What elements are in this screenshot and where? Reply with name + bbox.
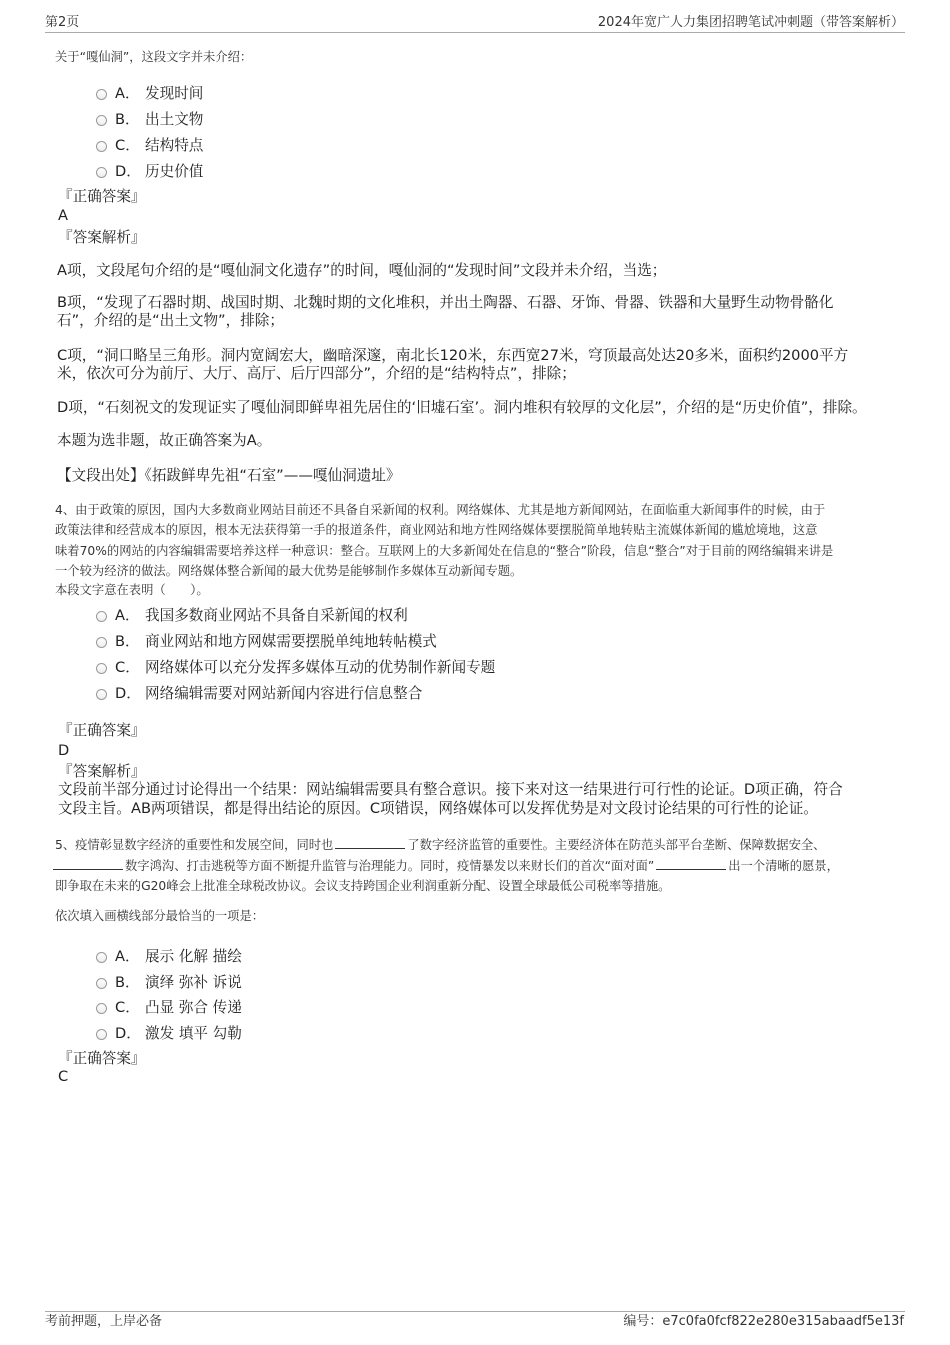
- q4-answer-label: 『正确答案』: [58, 722, 146, 739]
- option-text: 展示 化解 描绘: [145, 948, 242, 965]
- q4-analysis-label: 『答案解析』: [58, 763, 146, 780]
- option-c[interactable]: [96, 134, 203, 155]
- radio-icon[interactable]: [96, 89, 107, 100]
- radio-icon[interactable]: [96, 689, 107, 700]
- option-letter: D．: [115, 163, 141, 180]
- q5-answer-label: 『正确答案』: [58, 1050, 146, 1067]
- q3-analysis-line: B项，“发现了石器时期、战国时期、北魏时期的文化堆积，并出土陶器、石器、牙饰、骨器、铁器和大量野生动物骨骼化: [57, 294, 834, 311]
- option-text: 网络编辑需要对网站新闻内容进行信息整合: [145, 685, 423, 702]
- fill-blank: [656, 859, 726, 870]
- footer-slogan: 考前押题，上岸必备: [45, 1314, 163, 1329]
- radio-icon[interactable]: [96, 978, 107, 989]
- q4-answer: D: [58, 742, 70, 759]
- q5-question: 依次填入画横线部分最恰当的一项是：: [55, 909, 265, 923]
- radio-icon[interactable]: [96, 141, 107, 152]
- option-letter: C．: [115, 659, 140, 676]
- option-b[interactable]: [96, 108, 203, 129]
- q5-text: 5、疫情彰显数字经济的重要性和发展空间，同时也: [55, 838, 334, 852]
- footer-divider: [45, 1311, 905, 1312]
- option-a[interactable]: [96, 604, 408, 625]
- q3-analysis-line: C项，“洞口略呈三角形。洞内宽阔宏大，幽暗深邃，南北长120米，东西宽27米，穹顶最高处达20多米，面积约2000平方: [57, 347, 849, 364]
- option-text: 发现时间: [145, 85, 204, 102]
- q5-text: 出一个清晰的愿景，: [728, 859, 839, 873]
- q4-question: 本段文字意在表明（ ）。: [55, 583, 209, 597]
- q3-analysis-line: 【文段出处】《拓跋鲜卑先祖“石室”——嘎仙洞遗址》: [57, 467, 401, 484]
- q3-analysis-line: 本题为选非题，故正确答案为A。: [57, 432, 272, 449]
- option-letter: B．: [115, 633, 140, 650]
- radio-icon[interactable]: [96, 611, 107, 622]
- option-letter: C．: [115, 137, 140, 154]
- q5-stem-line: 即争取在未来的G20峰会上批准全球税改协议。会议支持跨国企业利润重新分配、设置全球最低公司税率等措施。: [55, 879, 671, 893]
- radio-icon[interactable]: [96, 115, 107, 126]
- option-letter: D．: [115, 1025, 141, 1042]
- fill-blank: [53, 859, 123, 870]
- option-a[interactable]: [96, 945, 242, 966]
- option-letter: A．: [115, 85, 140, 102]
- q4-analysis-line: 文段前半部分通过讨论得出一个结果：网站编辑需要具有整合意识。接下来对这一结果进行可行性的论证。D项正确，符合: [58, 781, 843, 798]
- option-a[interactable]: [96, 82, 203, 103]
- option-text: 激发 填平 勾勒: [145, 1025, 242, 1042]
- q3-answer-label: 『正确答案』: [58, 188, 146, 205]
- page-number: 第2页: [45, 15, 80, 30]
- option-text: 演绎 弥补 诉说: [145, 974, 242, 991]
- q3-analysis-line: D项，“石刻祝文的发现证实了嘎仙洞即鲜卑祖先居住的‘旧墟石室’。洞内堆积有较厚的文化层”，介绍的是“历史价值”，排除。: [57, 399, 867, 416]
- option-b[interactable]: [96, 971, 242, 992]
- q3-analysis-label: 『答案解析』: [58, 229, 146, 246]
- option-text: 商业网站和地方网媒需要摆脱单纯地转帖模式: [145, 633, 437, 650]
- document-title: 2024年宽广人力集团招聘笔试冲刺题（带答案解析）: [597, 15, 904, 30]
- option-d[interactable]: [96, 1022, 242, 1043]
- option-text: 出土文物: [145, 111, 204, 128]
- q4-stem-line: 一个较为经济的做法。网络媒体整合新闻的最大优势是能够制作多媒体互动新闻专题。: [55, 563, 523, 578]
- q4-analysis-line: 文段主旨。AB两项错误，都是得出结论的原因。C项错误，网络媒体可以发挥优势是对文段讨论结果的可行性的论证。: [58, 800, 818, 817]
- q3-stem: 关于“嘎仙洞”，这段文字并未介绍：: [55, 50, 253, 64]
- document-id: 编号：e7c0fa0fcf822e280e315abaadf5e13f: [623, 1314, 904, 1329]
- q3-answer: A: [58, 207, 68, 224]
- radio-icon[interactable]: [96, 663, 107, 674]
- q5-text: 了数字经济监管的重要性。主要经济体在防范头部平台垄断、保障数据安全、: [407, 838, 826, 852]
- option-d[interactable]: [96, 160, 203, 181]
- option-text: 网络媒体可以充分发挥多媒体互动的优势制作新闻专题: [145, 659, 496, 676]
- option-letter: D．: [115, 685, 141, 702]
- q5-answer: C: [58, 1068, 69, 1085]
- q5-stem-line: [55, 838, 825, 851]
- q3-analysis-line: A项，文段尾句介绍的是“嘎仙洞文化遗存”的时间，嘎仙洞的“发现时间”文段并未介绍，当选；: [57, 262, 667, 279]
- radio-icon[interactable]: [96, 1029, 107, 1040]
- option-c[interactable]: [96, 656, 495, 677]
- option-c[interactable]: [96, 996, 242, 1017]
- q5-text: 数字鸿沟、打击逃税等方面不断提升监管与治理能力。同时，疫情暴发以来财长们的首次“面对面”: [125, 859, 655, 873]
- q4-stem-line: 政策法律和经营成本的原因，根本无法获得第一手的报道条件，商业网站和地方性网络媒体要摆脱简单地转贴主流媒体新闻的尴尬境地，这意: [55, 523, 818, 538]
- radio-icon[interactable]: [96, 1003, 107, 1014]
- option-text: 我国多数商业网站不具备自采新闻的权利: [145, 607, 408, 624]
- q5-stem-line: [53, 859, 839, 872]
- option-letter: B．: [115, 974, 140, 991]
- option-text: 历史价值: [145, 163, 204, 180]
- radio-icon[interactable]: [96, 952, 107, 963]
- option-text: 结构特点: [145, 137, 204, 154]
- option-letter: C．: [115, 999, 140, 1016]
- option-letter: B．: [115, 111, 140, 128]
- fill-blank: [335, 838, 405, 849]
- q4-stem-line: 味着70%的网站的内容编辑需要培养这样一种意识：整合。互联网上的大多新闻处在信息的“整合”阶段，信息“整合”对于目前的网络编辑来讲是: [55, 543, 834, 558]
- radio-icon[interactable]: [96, 167, 107, 178]
- radio-icon[interactable]: [96, 637, 107, 648]
- q3-analysis-line: 石”，介绍的是“出土文物”，排除；: [57, 312, 284, 329]
- option-d[interactable]: [96, 682, 422, 703]
- option-letter: A．: [115, 607, 140, 624]
- q4-stem-line: 4、由于政策的原因，国内大多数商业网站目前还不具备自采新闻的权利。网络媒体、尤其是地方新闻网站，在面临重大新闻事件的时候，由于: [55, 503, 826, 517]
- header-divider: [45, 32, 905, 33]
- option-text: 凸显 弥合 传递: [145, 999, 242, 1016]
- option-b[interactable]: [96, 630, 437, 651]
- q3-analysis-line: 米，依次可分为前厅、大厅、高厅、后厅四部分”，介绍的是“结构特点”，排除；: [57, 365, 576, 382]
- option-letter: A．: [115, 948, 140, 965]
